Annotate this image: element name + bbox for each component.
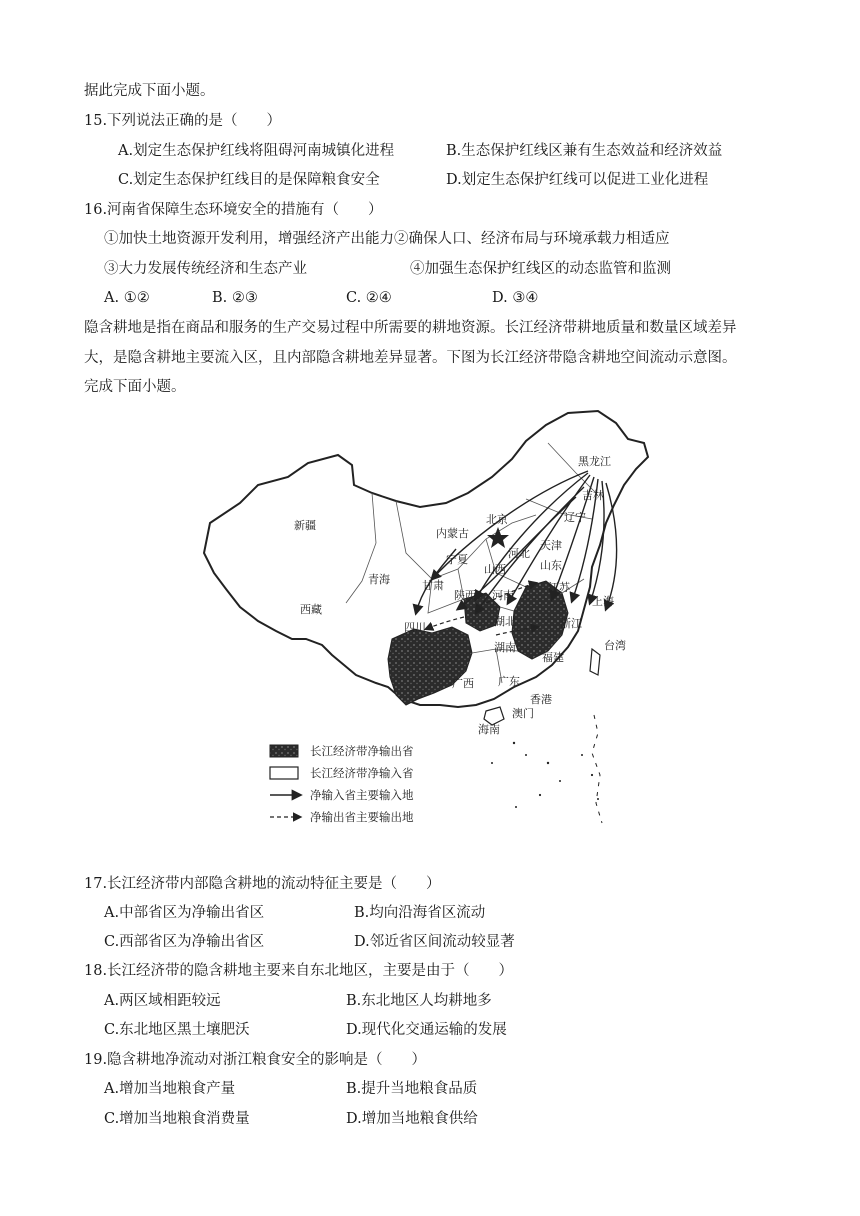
question-15-stem: 15.下列说法正确的是（ ） [84,113,282,129]
label-guangdong: 广东 [498,675,520,688]
label-shanghai: 上海 [592,595,614,608]
question-17-option-d: D.邻近省区间流动较显著 [354,934,515,950]
label-gansu: 甘肃 [422,579,444,592]
question-16-item-4: ④加强生态保护红线区的动态监管和监测 [410,261,671,277]
label-shaanxi: 陕西 [454,589,476,602]
label-liaoning: 辽宁 [564,511,586,524]
label-henan: 河南 [492,589,514,602]
label-xizang: 西藏 [300,603,322,616]
label-shanxi: 山西 [484,563,506,576]
question-18-option-a: A.两区域相距较远 [104,993,221,1009]
question-16-option-a: A. ①② [104,290,150,306]
label-jiangsu: 江苏 [548,581,570,594]
question-16-items-1-2: ①加快土地资源开发利用，增强经济产出能力②确保人口、经济布局与环境承载力相适应 [104,231,670,247]
label-neimenggu: 内蒙古 [436,527,469,540]
legend-net-export: 长江经济带净输出省 [310,744,414,758]
label-shandong: 山东 [540,559,562,572]
label-guangxi: 广西 [452,677,474,690]
label-aomen: 澳门 [512,707,534,720]
map-figure [196,403,656,839]
question-16-option-d: D. ③④ [492,290,539,306]
label-taiwan: 台湾 [604,639,626,652]
question-15-option-b: B.生态保护红线区兼有生态效益和经济效益 [446,143,723,159]
label-hebei: 河北 [508,547,530,560]
question-16-stem: 16.河南省保障生态环境安全的措施有（ ） [84,202,383,218]
label-jilin: 吉林 [582,489,604,502]
label-heilongjiang: 黑龙江 [578,455,611,468]
legend-import-arrow: 净输入省主要输入地 [310,788,414,802]
question-15-option-d: D.划定生态保护红线可以促进工业化进程 [446,172,709,188]
passage-line-3: 完成下面小题。 [84,379,186,395]
question-19-option-b: B.提升当地粮食品质 [346,1081,478,1097]
legend-swatch-net-import [270,767,298,779]
intro-text: 据此完成下面小题。 [84,83,215,99]
question-15-option-a: A.划定生态保护红线将阻碍河南城镇化进程 [118,143,395,159]
question-19-option-a: A.增加当地粮食产量 [104,1081,236,1097]
label-xinjiang: 新疆 [294,519,316,532]
legend-export-arrow: 净输出省主要输出地 [310,810,414,824]
question-19-option-d: D.增加当地粮食供给 [346,1111,478,1127]
label-hunan: 湖南 [494,641,516,654]
question-19-option-c: C.增加当地粮食消费量 [104,1111,250,1127]
south-sea-islands [491,715,602,823]
map-legend [270,744,414,824]
label-beijing: 北京 [486,513,508,526]
question-19-stem: 19.隐含耕地净流动对浙江粮食安全的影响是（ ） [84,1052,427,1068]
label-sichuan: 四川 [404,621,426,634]
question-16-item-3: ③大力发展传统经济和生态产业 [104,261,307,277]
label-hubei: 湖北 [494,615,516,628]
question-17-stem: 17.长江经济带内部隐含耕地的流动特征主要是（ ） [84,876,441,892]
label-fujian: 福建 [542,651,564,664]
label-tianjin: 天津 [540,539,562,552]
label-hainan: 海南 [478,723,500,736]
taiwan-island [590,649,600,675]
question-16-option-c: C. ②④ [346,290,392,306]
question-17-option-a: A.中部省区为净输出省区 [104,905,265,921]
question-18-option-c: C.东北地区黑土壤肥沃 [104,1022,250,1038]
question-18-option-b: B.东北地区人均耕地多 [346,993,492,1009]
label-ningxia: 宁夏 [446,553,468,566]
legend-net-import: 长江经济带净输入省 [310,766,414,780]
legend-swatch-net-export [270,745,298,757]
question-17-option-c: C.西部省区为净输出省区 [104,934,265,950]
question-18-stem: 18.长江经济带的隐含耕地主要来自东北地区，主要是由于（ ） [84,963,514,979]
passage-line-2: 大，是隐含耕地主要流入区，且内部隐含耕地差异显著。下图为长江经济带隐含耕地空间流动示意图。 [84,350,737,366]
question-18-option-d: D.现代化交通运输的发展 [346,1022,507,1038]
label-zhejiang: 浙江 [560,617,582,630]
question-17-option-b: B.均向沿海省区流动 [354,905,486,921]
question-15-option-c: C.划定生态保护红线目的是保障粮食安全 [118,172,380,188]
label-qinghai: 青海 [368,573,390,586]
passage-line-1: 隐含耕地是指在商品和服务的生产交易过程中所需要的耕地资源。长江经济带耕地质量和数量区域差异 [84,320,737,336]
question-16-option-b: B. ②③ [212,290,258,306]
label-xianggang: 香港 [530,693,552,706]
